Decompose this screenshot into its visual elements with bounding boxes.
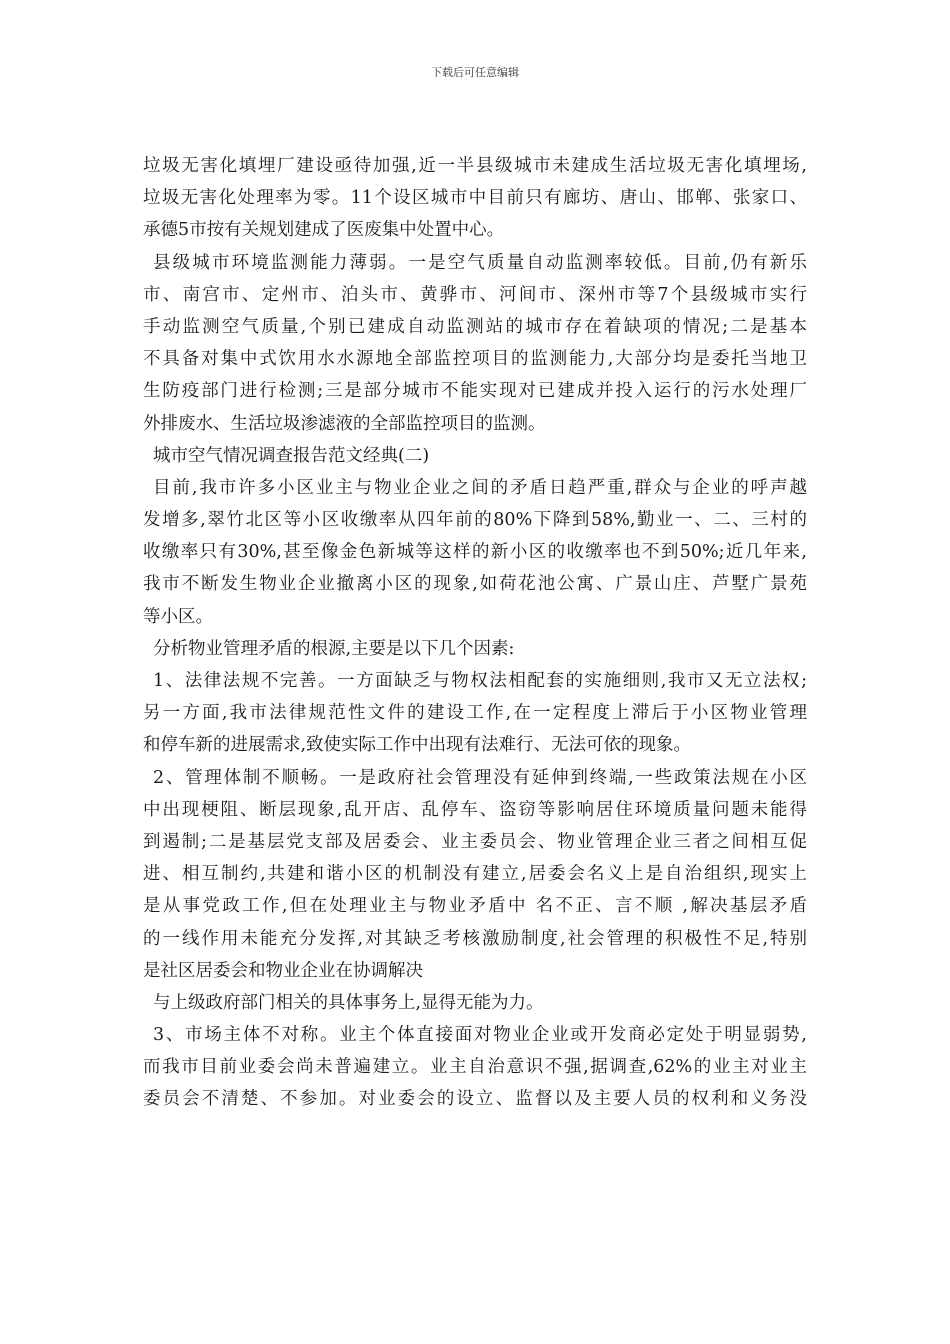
text-line: 进、相互制约,共建和谐小区的机制没有建立,居委会名义上是自治组织,现实上 xyxy=(143,864,807,885)
text-line: 分析物业管理矛盾的根源,主要是以下几个因素: xyxy=(153,638,515,659)
text-line: 1、法律法规不完善。一方面缺乏与物权法相配套的实施细则,我市又无立法权; xyxy=(153,671,807,691)
text-line: 的一线作用未能充分发挥,对其缺乏考核激励制度,社会管理的积极性不足,特别 xyxy=(143,928,807,949)
text-line: 垃圾无害化填埋厂建设亟待加强,近一半县级城市未建成生活垃圾无害化填埋场, xyxy=(143,156,807,176)
section-heading: 城市空气情况调查报告范文经典(二) xyxy=(153,445,430,466)
text-line: 垃圾无害化处理率为零。11个设区城市中目前只有廊坊、唐山、邯郸、张家口、 xyxy=(143,188,807,209)
text-line: 发增多,翠竹北区等小区收缴率从四年前的80%下降到58%,勤业一、二、三村的 xyxy=(143,510,807,531)
text-line: 目前,我市许多小区业主与物业企业之间的矛盾日趋严重,群众与企业的呼声越 xyxy=(153,477,807,498)
text-line: 和停车新的进展需求,致使实际工作中出现有法难行、无法可依的现象。 xyxy=(143,735,692,756)
text-line: 另一方面,我市法律规范性文件的建设工作,在一定程度上滞后于小区物业管理 xyxy=(143,703,807,724)
text-line: 收缴率只有30%,甚至像金色新城等这样的新小区的收缴率也不到50%;近几年来, xyxy=(143,542,807,563)
text-line: 我市不断发生物业企业撤离小区的现象,如荷花池公寓、广景山庄、芦墅广景苑 xyxy=(143,574,807,595)
text-line: 是社区居委会和物业企业在协调解决 xyxy=(143,960,423,981)
text-line: 等小区。 xyxy=(143,606,213,627)
page-header: 下载后可任意编辑 xyxy=(431,66,519,79)
document-body xyxy=(143,150,807,1116)
text-line: 手动监测空气质量,个别已建成自动监测站的城市存在着缺项的情况;二是基本 xyxy=(143,316,807,337)
text-line: 2、管理体制不顺畅。一是政府社会管理没有延伸到终端,一些政策法规在小区 xyxy=(153,767,807,788)
text-line: 而我市目前业委会尚未普遍建立。业主自治意识不强,据调查,62%的业主对业主 xyxy=(143,1057,807,1078)
text-line: 是从事党政工作,但在处理业主与物业矛盾中 名不正、言不顺 ,解决基层矛盾 xyxy=(143,896,807,917)
text-line: 委员会不清楚、不参加。对业委会的设立、监督以及主要人员的权利和义务没 xyxy=(143,1089,807,1110)
text-line: 外排废水、生活垃圾渗滤液的全部监控项目的监测。 xyxy=(143,413,546,434)
text-line: 3、市场主体不对称。业主个体直接面对物业企业或开发商必定处于明显弱势, xyxy=(153,1025,807,1046)
text-line: 县级城市环境监测能力薄弱。一是空气质量自动监测率较低。目前,仍有新乐 xyxy=(153,252,807,273)
text-line: 不具备对集中式饮用水水源地全部监控项目的监测能力,大部分均是委托当地卫 xyxy=(143,349,807,370)
text-line: 生防疫部门进行检测;三是部分城市不能实现对已建成并投入运行的污水处理厂 xyxy=(143,381,807,402)
text-line: 与上级政府部门相关的具体事务上,显得无能为力。 xyxy=(153,992,544,1013)
text-line: 到遏制;二是基层党支部及居委会、业主委员会、物业管理企业三者之间相互促 xyxy=(143,831,807,852)
text-line: 中出现梗阻、断层现象,乱开店、乱停车、盗窃等影响居住环境质量问题未能得 xyxy=(143,799,807,820)
text-line: 承德5市按有关规划建成了医废集中处置中心。 xyxy=(143,220,505,241)
text-line: 市、南宫市、定州市、泊头市、黄骅市、河间市、深州市等7个县级城市实行 xyxy=(143,284,807,305)
